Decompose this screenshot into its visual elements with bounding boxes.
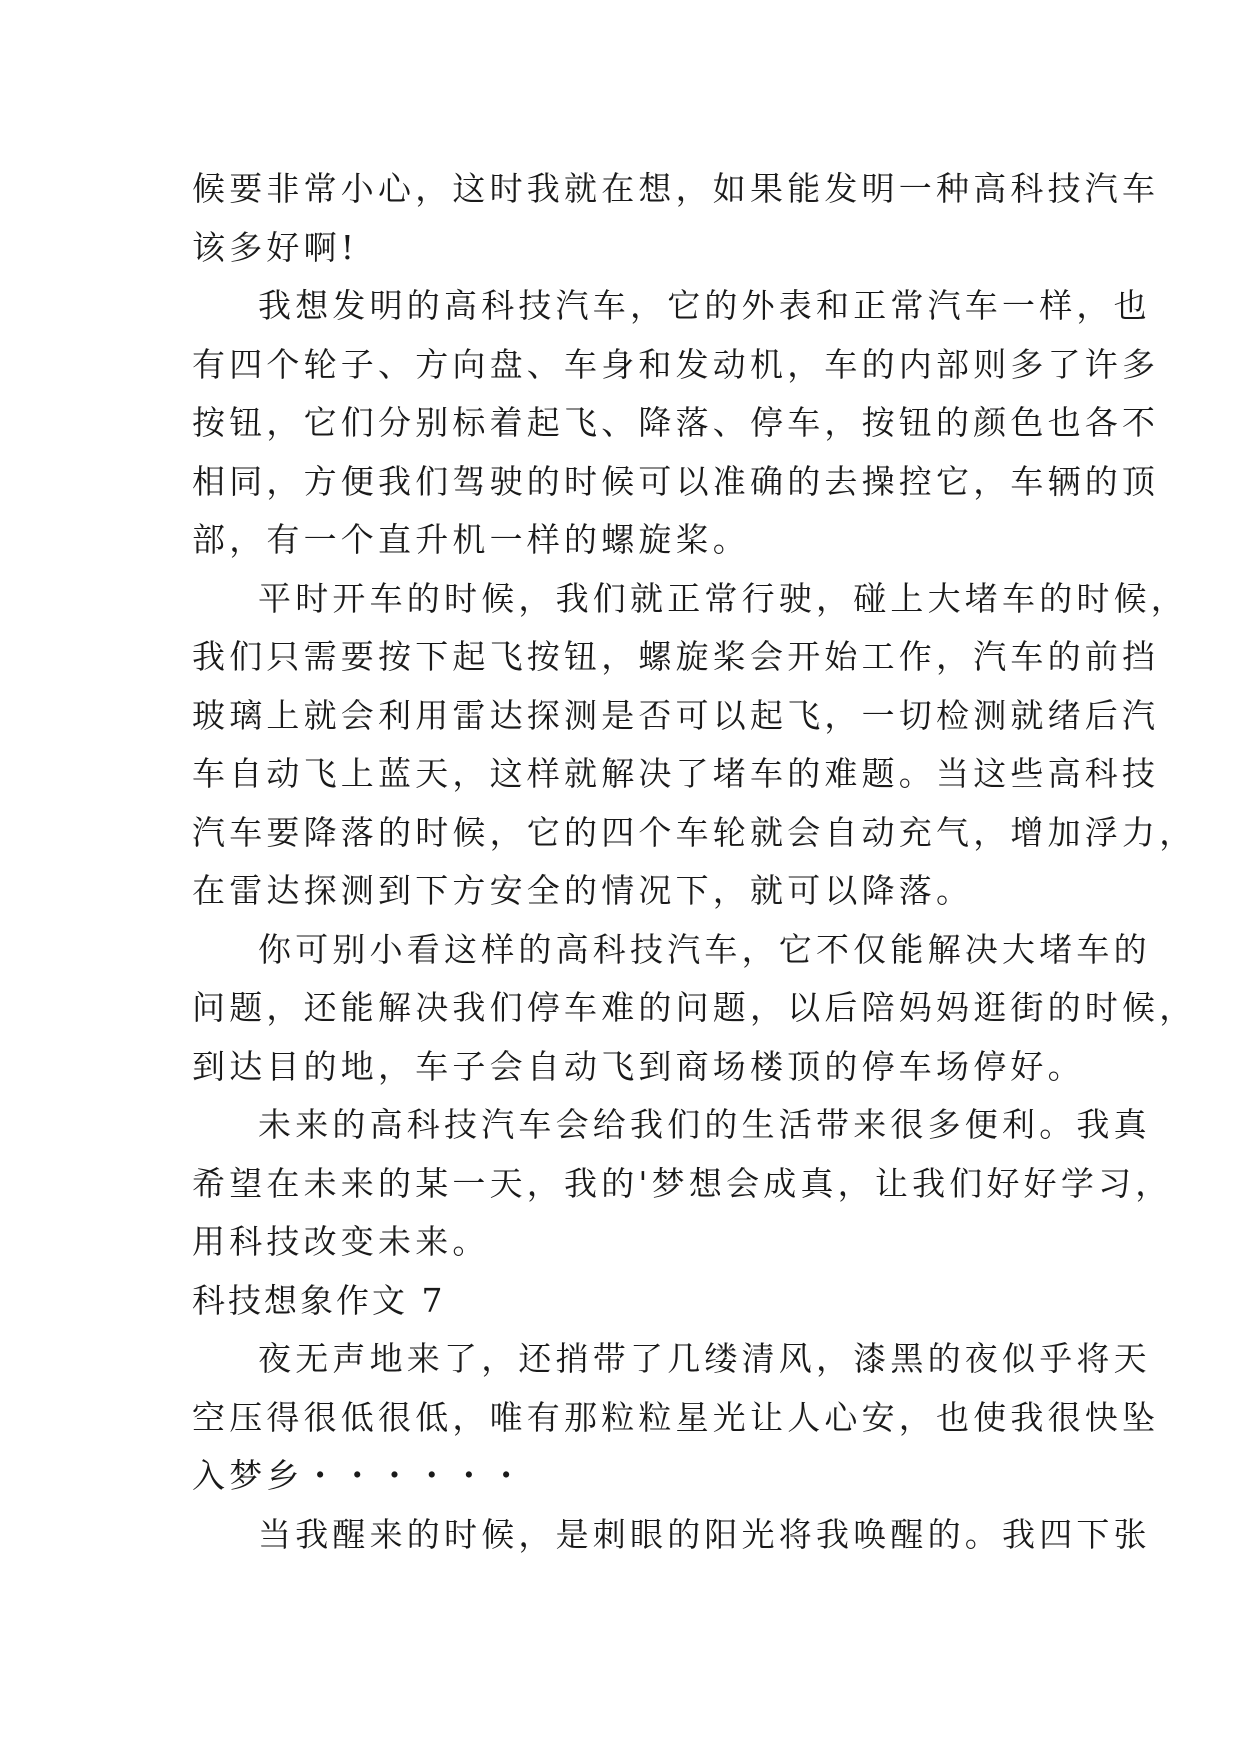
text-line: 希望在未来的某一天，我的'梦想会成真，让我们好好学习， bbox=[192, 1163, 1173, 1203]
text-line: 玻璃上就会利用雷达探测是否可以起飞，一切检测就绪后汽 bbox=[192, 695, 1160, 735]
paragraph-start-line: 未来的高科技汽车会给我们的生活带来很多便利。我真 bbox=[258, 1105, 1151, 1144]
section-heading: 科技想象作文 7 bbox=[192, 1280, 446, 1320]
text-line: 在雷达探测到下方安全的情况下，就可以降落。 bbox=[192, 871, 974, 910]
paragraph-start-line: 平时开车的时候，我们就正常行驶，碰上大堵车的时候， bbox=[258, 578, 1188, 618]
paragraph-start-line: 当我醒来的时候，是刺眼的阳光将我唤醒的。我四下张 bbox=[258, 1514, 1151, 1554]
text-line: 相同，方便我们驾驶的时候可以准确的去操控它，车辆的顶 bbox=[192, 461, 1160, 501]
text-line: 汽车要降落的时候，它的四个车轮就会自动充气，增加浮力， bbox=[192, 812, 1197, 852]
text-line: 入梦乡・・・・・・ bbox=[192, 1456, 527, 1495]
text-line: 部，有一个直升机一样的螺旋桨。 bbox=[192, 520, 750, 559]
text-line: 有四个轮子、方向盘、车身和发动机，车的内部则多了许多 bbox=[192, 344, 1160, 384]
text-line: 到达目的地，车子会自动飞到商场楼顶的停车场停好。 bbox=[192, 1046, 1085, 1086]
paragraph-start-line: 夜无声地来了，还捎带了几缕清风，漆黑的夜似乎将天 bbox=[258, 1339, 1151, 1378]
text-line: 按钮，它们分别标着起飞、降落、停车，按钮的颜色也各不 bbox=[192, 403, 1160, 442]
paragraph-start-line: 你可别小看这样的高科技汽车，它不仅能解决大堵车的 bbox=[258, 929, 1151, 969]
essay-text bbox=[192, 160, 1197, 1564]
text-line: 车自动飞上蓝天，这样就解决了堵车的难题。当这些高科技 bbox=[192, 754, 1160, 793]
text-line: 候要非常小心，这时我就在想，如果能发明一种高科技汽车 bbox=[192, 169, 1160, 208]
text-line: 空压得很低很低，唯有那粒粒星光让人心安，也使我很快坠 bbox=[192, 1397, 1160, 1437]
text-line: 该多好啊! bbox=[192, 227, 359, 267]
paragraph-start-line: 我想发明的高科技汽车，它的外表和正常汽车一样，也 bbox=[258, 286, 1151, 325]
text-line: 用科技改变未来。 bbox=[192, 1222, 490, 1261]
text-line: 我们只需要按下起飞按钮，螺旋桨会开始工作，汽车的前挡 bbox=[192, 637, 1160, 676]
text-line: 问题，还能解决我们停车难的问题，以后陪妈妈逛街的时候， bbox=[192, 988, 1197, 1027]
